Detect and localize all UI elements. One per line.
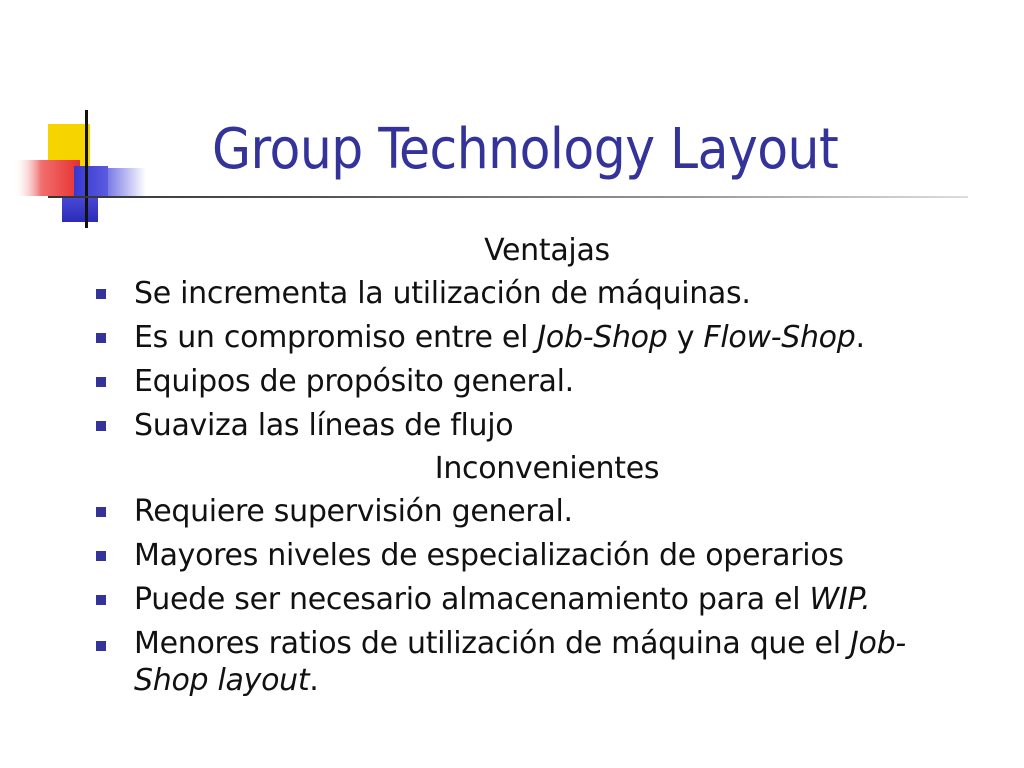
bullet-square-icon <box>96 377 106 387</box>
bullet-square-icon <box>96 333 106 343</box>
advantage-item <box>92 316 962 360</box>
advantage-text: . <box>855 320 865 355</box>
advantages-heading: Ventajas <box>484 233 610 268</box>
disadvantage-text: Puede ser necesario almacenamiento para el <box>134 582 810 617</box>
blue-lower-square-decoration <box>62 196 98 222</box>
bullet-square-icon <box>96 421 106 431</box>
slide-content <box>92 230 962 699</box>
advantage-emphasis: Job-Shop <box>537 320 668 355</box>
disadvantage-item <box>92 490 962 534</box>
bullet-square-icon <box>96 551 106 561</box>
blue-fade-decoration <box>106 168 146 196</box>
bullet-square-icon <box>96 289 106 299</box>
bullet-square-icon <box>96 641 106 651</box>
advantage-emphasis: Flow-Shop <box>703 320 856 355</box>
decorative-logo-blocks <box>0 0 160 240</box>
disadvantage-emphasis: Job-Shop layout <box>134 626 906 698</box>
disadvantage-emphasis: WIP. <box>809 582 871 617</box>
red-fade-decoration <box>12 160 42 196</box>
disadvantage-text: Requiere supervisión general. <box>134 494 573 529</box>
disadvantage-item <box>92 534 962 578</box>
slide-title: Group Technology Layout <box>212 117 839 182</box>
bullet-square-icon <box>96 507 106 517</box>
disadvantage-item <box>92 578 962 622</box>
title-underline <box>48 196 968 198</box>
advantage-text: Equipos de propósito general. <box>134 364 574 399</box>
advantage-item <box>92 360 962 404</box>
disadvantage-text: . <box>309 663 319 698</box>
advantage-item <box>92 404 962 448</box>
advantage-text: Es un compromiso entre el <box>134 320 538 355</box>
advantage-text: y <box>667 320 704 355</box>
disadvantage-item <box>92 622 962 699</box>
blue-square-decoration <box>74 166 108 198</box>
bullet-square-icon <box>96 595 106 605</box>
advantage-item <box>92 272 962 316</box>
disadvantages-heading: Inconvenientes <box>434 451 660 486</box>
vertical-line-decoration <box>85 110 88 228</box>
advantage-text: Se incrementa la utilización de máquinas. <box>134 276 751 311</box>
disadvantage-text: Mayores niveles de especialización de operarios <box>134 538 844 573</box>
advantage-text: Suaviza las líneas de flujo <box>134 408 514 443</box>
disadvantage-text: Menores ratios de utilización de máquina que el <box>134 626 850 661</box>
